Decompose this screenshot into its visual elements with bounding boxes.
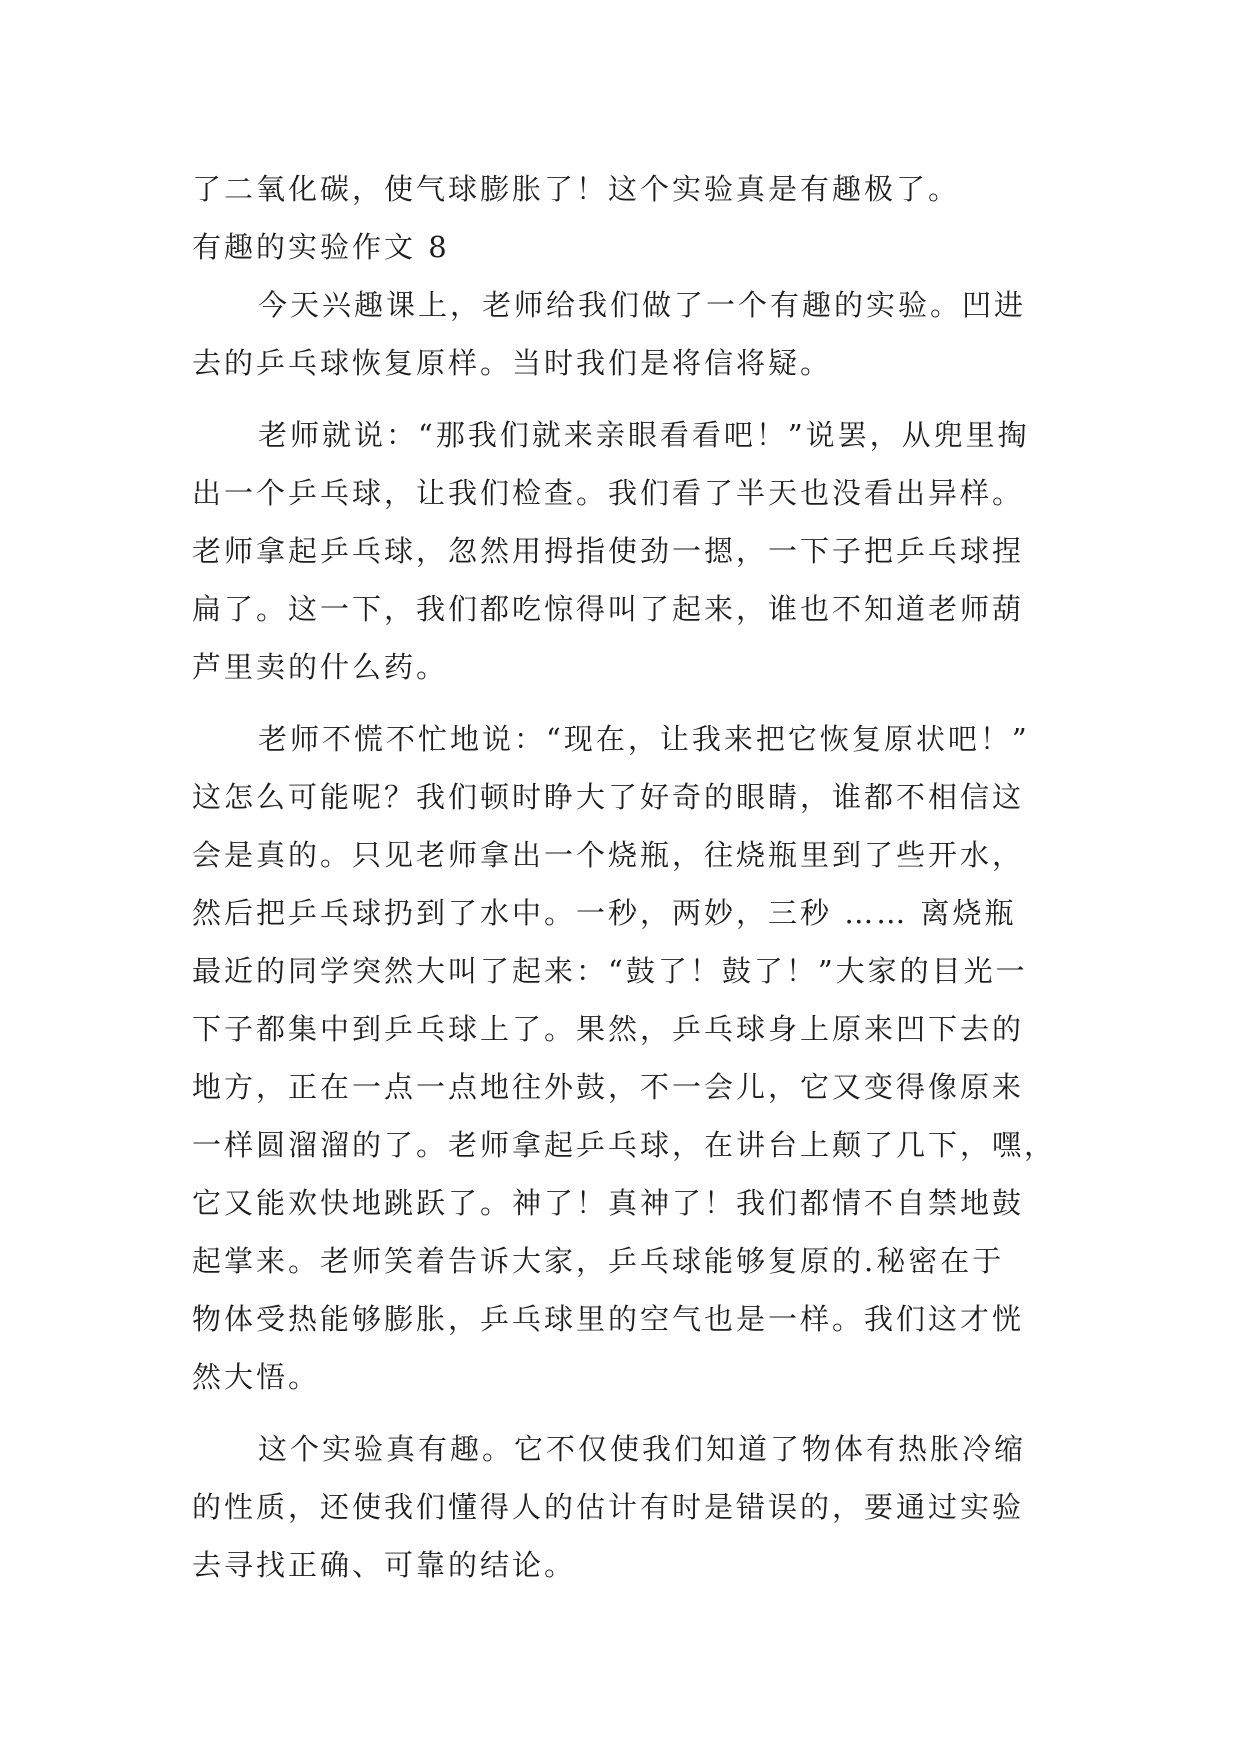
intro-line: 了二氧化碳，使气球膨胀了！这个实验真是有趣极了。: [192, 172, 961, 206]
paragraph-3-line-2: 这怎么可能呢？我们顿时睁大了好奇的眼睛，谁都不相信这: [192, 780, 1025, 814]
paragraph-3-line-9: 它又能欢快地跳跃了。神了！真神了！我们都情不自禁地鼓: [192, 1186, 1025, 1220]
paragraph-4-line-1: 这个实验真有趣。它不仅使我们知道了物体有热胀冷缩: [258, 1432, 1027, 1466]
paragraph-1-line-2: 去的乒乓球恢复原样。当时我们是将信将疑。: [192, 346, 833, 380]
paragraph-2-line-1: 老师就说：“那我们就来亲眼看看吧！”说罢，从兜里掏: [258, 418, 1030, 452]
paragraph-4-line-2: 的性质，还使我们懂得人的估计有时是错误的，要通过实验: [192, 1490, 1025, 1524]
paragraph-3-line-10: 起掌来。老师笑着告诉大家，乒乓球能够复原的.秘密在于: [192, 1244, 1005, 1278]
paragraph-2-line-3: 老师拿起乒乓球，忽然用拇指使劲一摁，一下子把乒乓球捏: [192, 534, 1025, 568]
paragraph-3-line-11: 物体受热能够膨胀，乒乓球里的空气也是一样。我们这才恍: [192, 1302, 1025, 1336]
paragraph-spacer: [192, 1406, 1052, 1420]
paragraph-3-line-12: 然大悟。: [192, 1360, 321, 1394]
paragraph-3-line-5: 最近的同学突然大叫了起来：“鼓了！鼓了！”大家的目光一: [192, 954, 1028, 988]
paragraph-spacer: [192, 696, 1052, 710]
essay-heading: 有趣的实验作文 8: [192, 230, 450, 264]
paragraph-3-line-8: 一样圆溜溜的了。老师拿起乒乓球，在讲台上颠了几下，嘿，: [192, 1128, 1057, 1162]
paragraph-1-line-1: 今天兴趣课上，老师给我们做了一个有趣的实验。凹进: [258, 288, 1027, 322]
paragraph-3-line-4: 然后把乒乓球扔到了水中。一秒，两妙，三秒 …… 离烧瓶: [192, 896, 1017, 930]
paragraph-2-line-4: 扁了。这一下，我们都吃惊得叫了起来，谁也不知道老师葫: [192, 592, 1025, 626]
paragraph-3-line-6: 下子都集中到乒乓球上了。果然，乒乓球身上原来凹下去的: [192, 1012, 1025, 1046]
paragraph-3-line-3: 会是真的。只见老师拿出一个烧瓶，往烧瓶里到了些开水，: [192, 838, 1025, 872]
paragraph-4-line-3: 去寻找正确、可靠的结论。: [192, 1548, 577, 1582]
document-body: [192, 160, 1057, 1594]
paragraph-2-line-5: 芦里卖的什么药。: [192, 650, 449, 684]
paragraph-spacer: [192, 392, 1052, 406]
paragraph-2-line-2: 出一个乒乓球，让我们检查。我们看了半天也没看出异样。: [192, 476, 1025, 510]
paragraph-3-line-1: 老师不慌不忙地说：“现在，让我来把它恢复原状吧！”: [258, 722, 1030, 756]
paragraph-3-line-7: 地方，正在一点一点地往外鼓，不一会儿，它又变得像原来: [192, 1070, 1025, 1104]
